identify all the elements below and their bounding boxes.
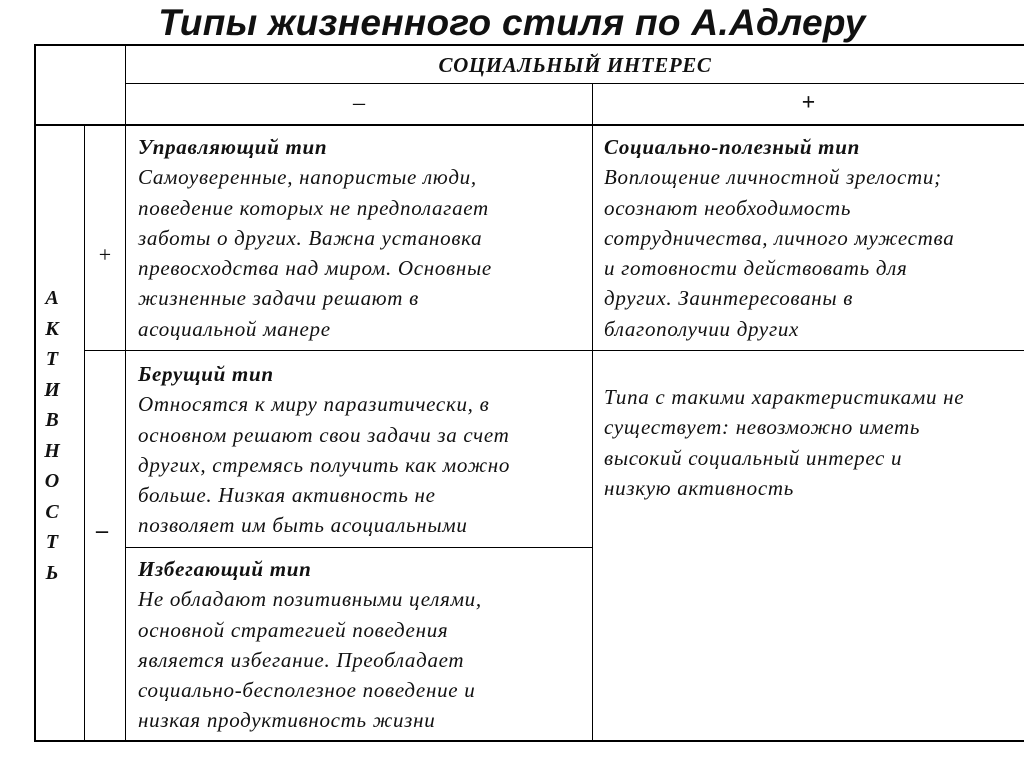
cell-getting-type xyxy=(138,359,590,541)
ruling-type-line: жизненные задачи решают в xyxy=(138,286,419,311)
table-border-left xyxy=(34,44,36,742)
ruling-type-line: Самоуверенные, напористые люди, xyxy=(138,165,477,190)
table-border-bottom xyxy=(34,740,1024,742)
row-line-activity xyxy=(84,350,1024,351)
socially-useful-type-line: Воплощение личностной зрелости; xyxy=(604,165,942,190)
socially-useful-type-line: других. Заинтересованы в xyxy=(604,286,854,311)
activity-plus-sign: + xyxy=(98,242,112,267)
ruling-type-line: заботы о других. Важна установка xyxy=(138,225,483,250)
avoiding-type-line: является избегание. Преобладает xyxy=(138,647,465,672)
activity-minus-sign: – xyxy=(96,518,108,544)
header-divider xyxy=(125,83,1024,84)
ruling-type-line: асоциальной манере xyxy=(138,316,331,341)
social-interest-plus: + xyxy=(801,90,816,116)
cell-ruling-type xyxy=(138,132,590,344)
activity-letter: Т xyxy=(45,531,59,553)
activity-letter: Т xyxy=(45,348,59,370)
social-interest-header: СОЦИАЛЬНЫЙ ИНТЕРЕС xyxy=(438,53,712,77)
socially-useful-type-line: сотрудничества, личного мужества xyxy=(604,225,955,250)
ruling-type-line: поведение которых не предполагает xyxy=(138,195,489,220)
ruling-type-line: превосходства над миром. Основные xyxy=(138,256,492,281)
socially-useful-type-line: благополучии других xyxy=(604,316,800,341)
cell-nonexistent-type xyxy=(604,382,1022,503)
nonexistent-type-line: существует: невозможно иметь xyxy=(604,415,921,440)
activity-letter: А xyxy=(45,287,59,309)
activity-letter: Н xyxy=(44,439,60,462)
avoiding-type-line: основной стратегией поведения xyxy=(138,617,449,642)
table-border-top xyxy=(34,44,1024,46)
getting-type-line: позволяет им быть асоциальными xyxy=(138,513,468,538)
cell-avoiding-type xyxy=(138,554,590,736)
avoiding-type-line: низкая продуктивность жизни xyxy=(138,708,436,733)
activity-vertical-label xyxy=(37,283,67,588)
col-line-minus xyxy=(125,44,126,741)
cell-socially-useful-type xyxy=(604,132,1022,344)
col-line-plus xyxy=(592,84,593,741)
getting-type-line: Относятся к миру паразитически, в xyxy=(138,392,490,417)
nonexistent-type-line: Типа с такими характеристиками не xyxy=(604,385,965,409)
getting-type-line: других, стремясь получить как можно xyxy=(138,452,511,477)
socially-useful-type-line: и готовности действовать для xyxy=(604,256,908,281)
avoiding-type-line: Не обладают позитивными целями, xyxy=(138,587,482,612)
getting-type-title: Берущий тип xyxy=(138,362,274,386)
getting-type-line: больше. Низкая активность не xyxy=(138,483,436,508)
ruling-type-title: Управляющий тип xyxy=(138,135,328,159)
nonexistent-type-line: низкую активность xyxy=(604,475,795,500)
col-line-sign xyxy=(84,125,85,741)
row-line-getting-avoiding xyxy=(125,547,593,548)
activity-letter: И xyxy=(44,378,60,401)
socially-useful-type-line: осознают необходимость xyxy=(604,195,852,220)
activity-letter: О xyxy=(44,470,60,492)
activity-letter: Ь xyxy=(45,561,59,584)
activity-letter: К xyxy=(45,317,59,340)
social-interest-minus: – xyxy=(353,90,365,116)
getting-type-line: основном решают свои задачи за счет xyxy=(138,422,510,447)
socially-useful-type-title: Социально-полезный тип xyxy=(604,135,860,159)
page-title: Типы жизненного стиля по А.Адлеру xyxy=(158,2,866,43)
avoiding-type-title: Избегающий тип xyxy=(138,557,312,581)
avoiding-type-line: социально-бесполезное поведение и xyxy=(138,678,476,703)
nonexistent-type-line: высокий социальный интерес и xyxy=(604,445,903,470)
header-bottom-line xyxy=(34,124,1024,126)
activity-letter: В xyxy=(45,409,59,431)
activity-letter: С xyxy=(45,500,59,523)
